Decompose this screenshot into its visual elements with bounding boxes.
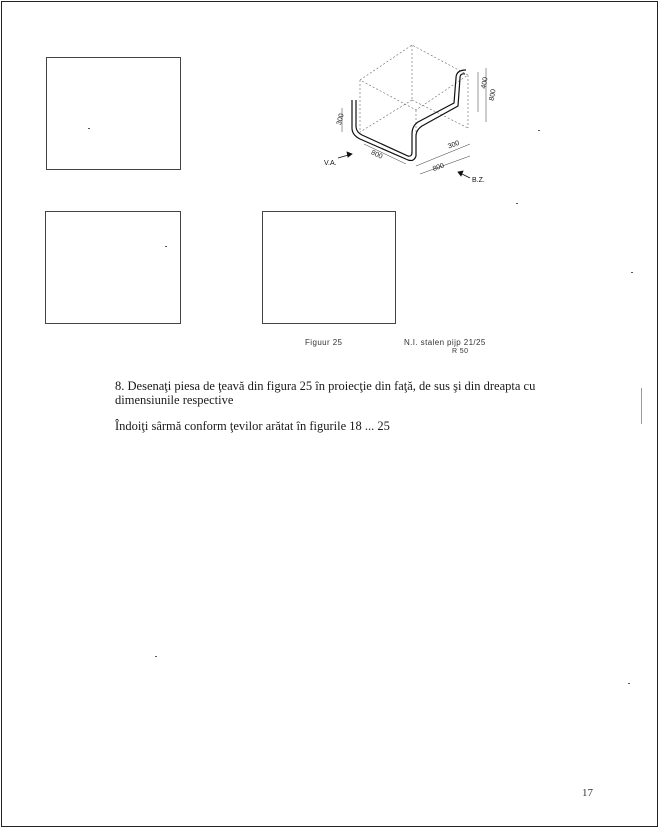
page-number: 17 <box>582 787 593 799</box>
isometric-pipe-figure <box>320 40 520 190</box>
dim-300-mid: 300 <box>447 139 461 151</box>
drawing-box-front-view <box>46 57 181 170</box>
drawing-box-top-view <box>45 211 181 324</box>
task-bending-note: Îndoiţi sârmă conform ţevilor arătat în figurile 18 ... 25 <box>115 419 390 433</box>
material-subscript: R 50 <box>452 348 469 355</box>
dim-400-right: 400 <box>480 76 490 90</box>
view-label-va: V.A. <box>324 160 337 167</box>
task-instruction: 8. Desenaţi piesa de ţeavă din figura 25 în proiecţie din faţă, de sus şi din dreapta cu dimensiunile respective <box>115 379 536 407</box>
material-caption: N.I. stalen pijp 21/25 <box>404 338 486 347</box>
scan-speck <box>88 128 90 129</box>
dim-800-right: 800 <box>488 88 498 102</box>
drawing-box-side-view <box>262 211 396 324</box>
scan-speck <box>628 683 630 684</box>
scan-speck <box>165 246 167 247</box>
scan-speck <box>538 130 540 131</box>
dim-800-bottom: 800 <box>431 162 446 174</box>
scan-speck <box>155 656 157 657</box>
scan-speck <box>516 203 518 204</box>
view-label-bz: B.Z. <box>472 177 485 184</box>
scan-side-mark <box>641 388 645 424</box>
figure-caption: Figuur 25 <box>305 338 343 347</box>
dim-300-left: 300 <box>335 112 346 126</box>
scan-speck <box>631 272 633 273</box>
dim-800-left: 800 <box>369 149 384 161</box>
